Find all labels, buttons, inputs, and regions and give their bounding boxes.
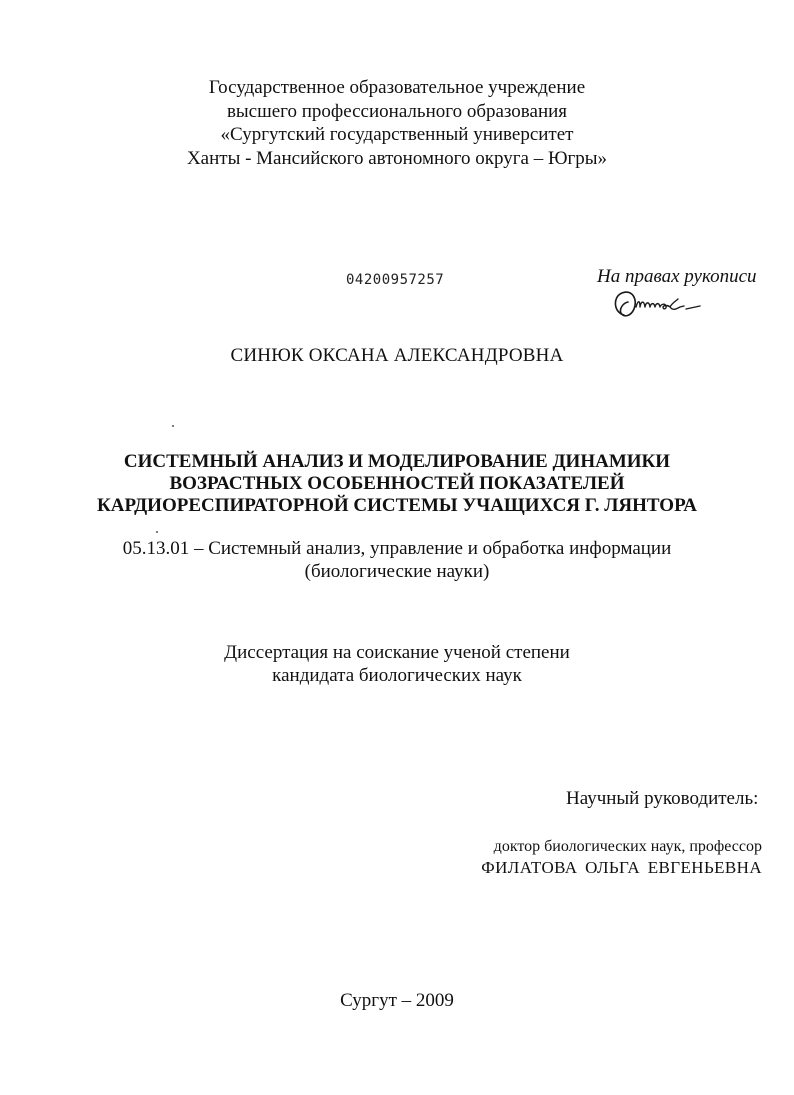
degree-statement <box>0 641 794 687</box>
scan-speck <box>172 425 174 427</box>
inventory-number: 04200957257 <box>346 272 445 288</box>
specialty-line-1: 05.13.01 – Системный анализ, управление и обработка информации <box>122 538 672 559</box>
institution-line-3: «Сургутский государственный университет <box>220 124 574 145</box>
supervisor-info <box>481 836 762 878</box>
institution-header <box>0 76 794 170</box>
supervisor-label: Научный руководитель: <box>566 788 759 809</box>
rights-note: На правах рукописи <box>597 266 757 287</box>
author-name: СИНЮК ОКСАНА АЛЕКСАНДРОВНА <box>230 345 564 366</box>
title-line-2: ВОЗРАСТНЫХ ОСОБЕННОСТЕЙ ПОКАЗАТЕЛЕЙ <box>169 473 625 494</box>
title-line-1: СИСТЕМНЫЙ АНАЛИЗ И МОДЕЛИРОВАНИЕ ДИНАМИКИ <box>123 451 671 472</box>
dissertation-title <box>0 451 794 517</box>
city-year: Сургут – 2009 <box>340 990 454 1011</box>
handwritten-signature <box>610 285 702 325</box>
supervisor-title: доктор биологических наук, профессор <box>493 838 762 855</box>
degree-line-2: кандидата биологических наук <box>272 665 522 686</box>
degree-line-1: Диссертация на соискание ученой степени <box>224 642 570 663</box>
supervisor-name: ФИЛАТОВА ОЛЬГА ЕВГЕНЬЕВНА <box>481 858 762 877</box>
institution-line-2: высшего профессионального образования <box>226 100 568 122</box>
institution-line-4: Ханты - Мансийского автономного округа – Югры» <box>186 147 608 169</box>
specialty <box>0 537 794 583</box>
scan-speck <box>156 531 158 533</box>
title-line-3: КАРДИОРЕСПИРАТОРНОЙ СИСТЕМЫ УЧАЩИХСЯ Г. ЛЯНТОРА <box>97 495 697 516</box>
institution-line-1: Государственное образовательное учреждение <box>208 77 586 98</box>
specialty-line-2: (биологические науки) <box>304 561 490 582</box>
